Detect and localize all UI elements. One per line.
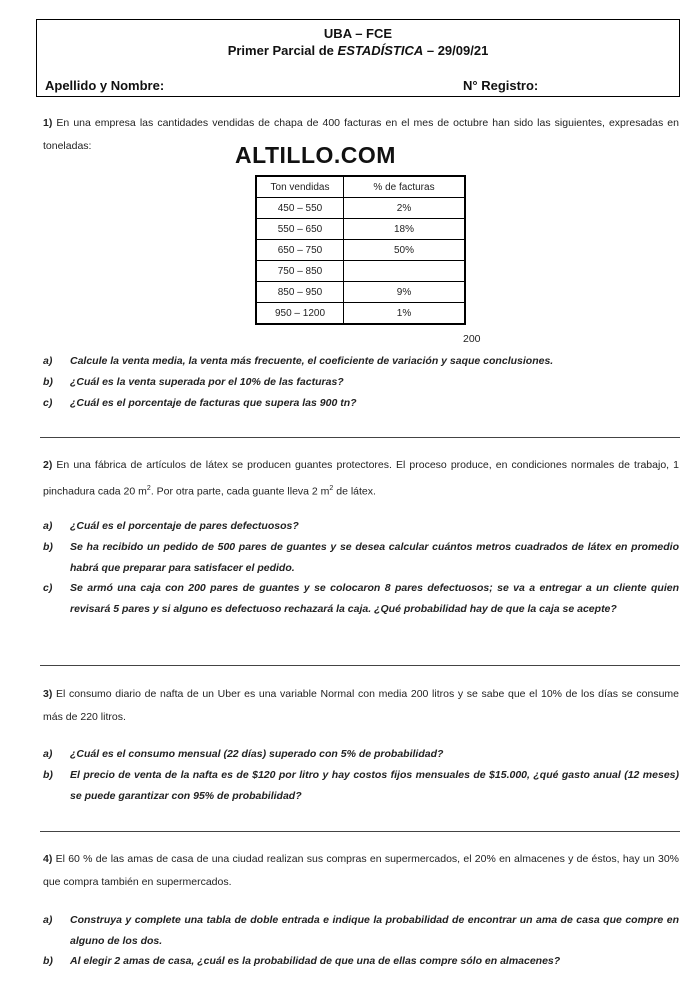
table-header-row <box>256 176 465 198</box>
table-cell: 750 – 850 <box>256 261 344 282</box>
table-cell: 850 – 950 <box>256 282 344 303</box>
name-field-label: Apellido y Nombre: <box>45 78 165 93</box>
table-total: 200 <box>463 333 481 345</box>
institution-title: UBA – FCE <box>323 26 393 41</box>
exam-title: Primer Parcial de ESTADÍSTICA – 29/09/21 <box>227 43 489 58</box>
section-divider <box>40 437 680 438</box>
question-2-item: c) Se armó una caja con 200 pares de guantes y se colocaron 8 pares defectuosos; se va a entregar a un cliente quien revisará 5 pares y si alguno es defectuoso rechazará la caja. ¿Qué probabilidad hay de que la caja se acepte? <box>43 582 679 615</box>
table-cell: 18% <box>344 219 466 240</box>
question-1-statement: 1) En una empresa las cantidades vendidas de chapa de 400 facturas en el mes de octubre han sido las siguientes, expresadas en toneladas: <box>43 117 679 152</box>
question-4-item: b) Al elegir 2 amas de casa, ¿cuál es la probabilidad de que una de ellas compre sólo en almacenes? <box>43 955 561 967</box>
section-divider <box>40 831 680 832</box>
registro-field-label: N° Registro: <box>463 78 539 93</box>
question-2-item: b) Se ha recibido un pedido de 500 pares de guantes y se desea calcular cuántos metros cuadrados de látex en promedio habrá que preparar para satisfacer el pedido. <box>43 541 679 574</box>
table-header: % de facturas <box>344 176 466 198</box>
table-row <box>256 303 465 325</box>
table-header: Ton vendidas <box>256 176 344 198</box>
question-2-statement: 2) En una fábrica de artículos de látex se producen guantes protectores. El proceso produce, en condiciones normales de trabajo, 1 pinchadura cada 20 $m^2$. Por otra parte, cada guante lleva 2 $m^2$ de látex. <box>43 459 679 498</box>
question-4-item: a) Construya y complete una tabla de doble entrada e indique la probabilidad de encontrar un ama de casa que compre en alguno de los dos. <box>43 914 679 947</box>
question-3-item: a) ¿Cuál es el consumo mensual (22 días) superado con 5% de probabilidad? <box>43 748 444 760</box>
table-cell: 650 – 750 <box>256 240 344 261</box>
question-1-item: c) ¿Cuál es el porcentaje de facturas que supera las 900 tn? <box>43 397 357 409</box>
question-1-item: b) ¿Cuál es la venta superada por el 10% de las facturas? <box>43 376 344 388</box>
watermark-logo: ALTILLO.COM <box>235 142 396 168</box>
table-row <box>256 219 465 240</box>
table-row <box>256 282 465 303</box>
section-divider <box>40 665 680 666</box>
table-row <box>256 240 465 261</box>
table-row <box>256 198 465 219</box>
table-cell: 50% <box>344 240 466 261</box>
question-3-statement: 3) El consumo diario de nafta de un Uber es una variable Normal con media 200 litros y se sabe que el 10% de los días se consume más de 220 litros. <box>43 688 679 723</box>
table-cell: 2% <box>344 198 466 219</box>
table-cell: 450 – 550 <box>256 198 344 219</box>
table-cell <box>344 261 466 282</box>
table-cell: 9% <box>344 282 466 303</box>
question-1-item: a) Calcule la venta media, la venta más frecuente, el coeficiente de variación y saque conclusiones. <box>43 355 554 367</box>
table-cell: 1% <box>344 303 466 325</box>
sales-frequency-table <box>255 175 466 325</box>
table-row <box>256 261 465 282</box>
table-cell: 550 – 650 <box>256 219 344 240</box>
table-cell: 950 – 1200 <box>256 303 344 325</box>
question-2-item: a) ¿Cuál es el porcentaje de pares defectuosos? <box>43 520 299 532</box>
exam-header <box>36 19 680 97</box>
question-4-statement: 4) El 60 % de las amas de casa de una ciudad realizan sus compras en supermercados, el 20% en almacenes y de éstos, hay un 30% que compra también en supermercados. <box>43 853 679 888</box>
question-3-item: b) El precio de venta de la nafta es de $120 por litro y hay costos fijos mensuales de $15.000, ¿qué gasto anual (12 meses) se puede garantizar con 95% de probabilidad? <box>43 769 679 802</box>
